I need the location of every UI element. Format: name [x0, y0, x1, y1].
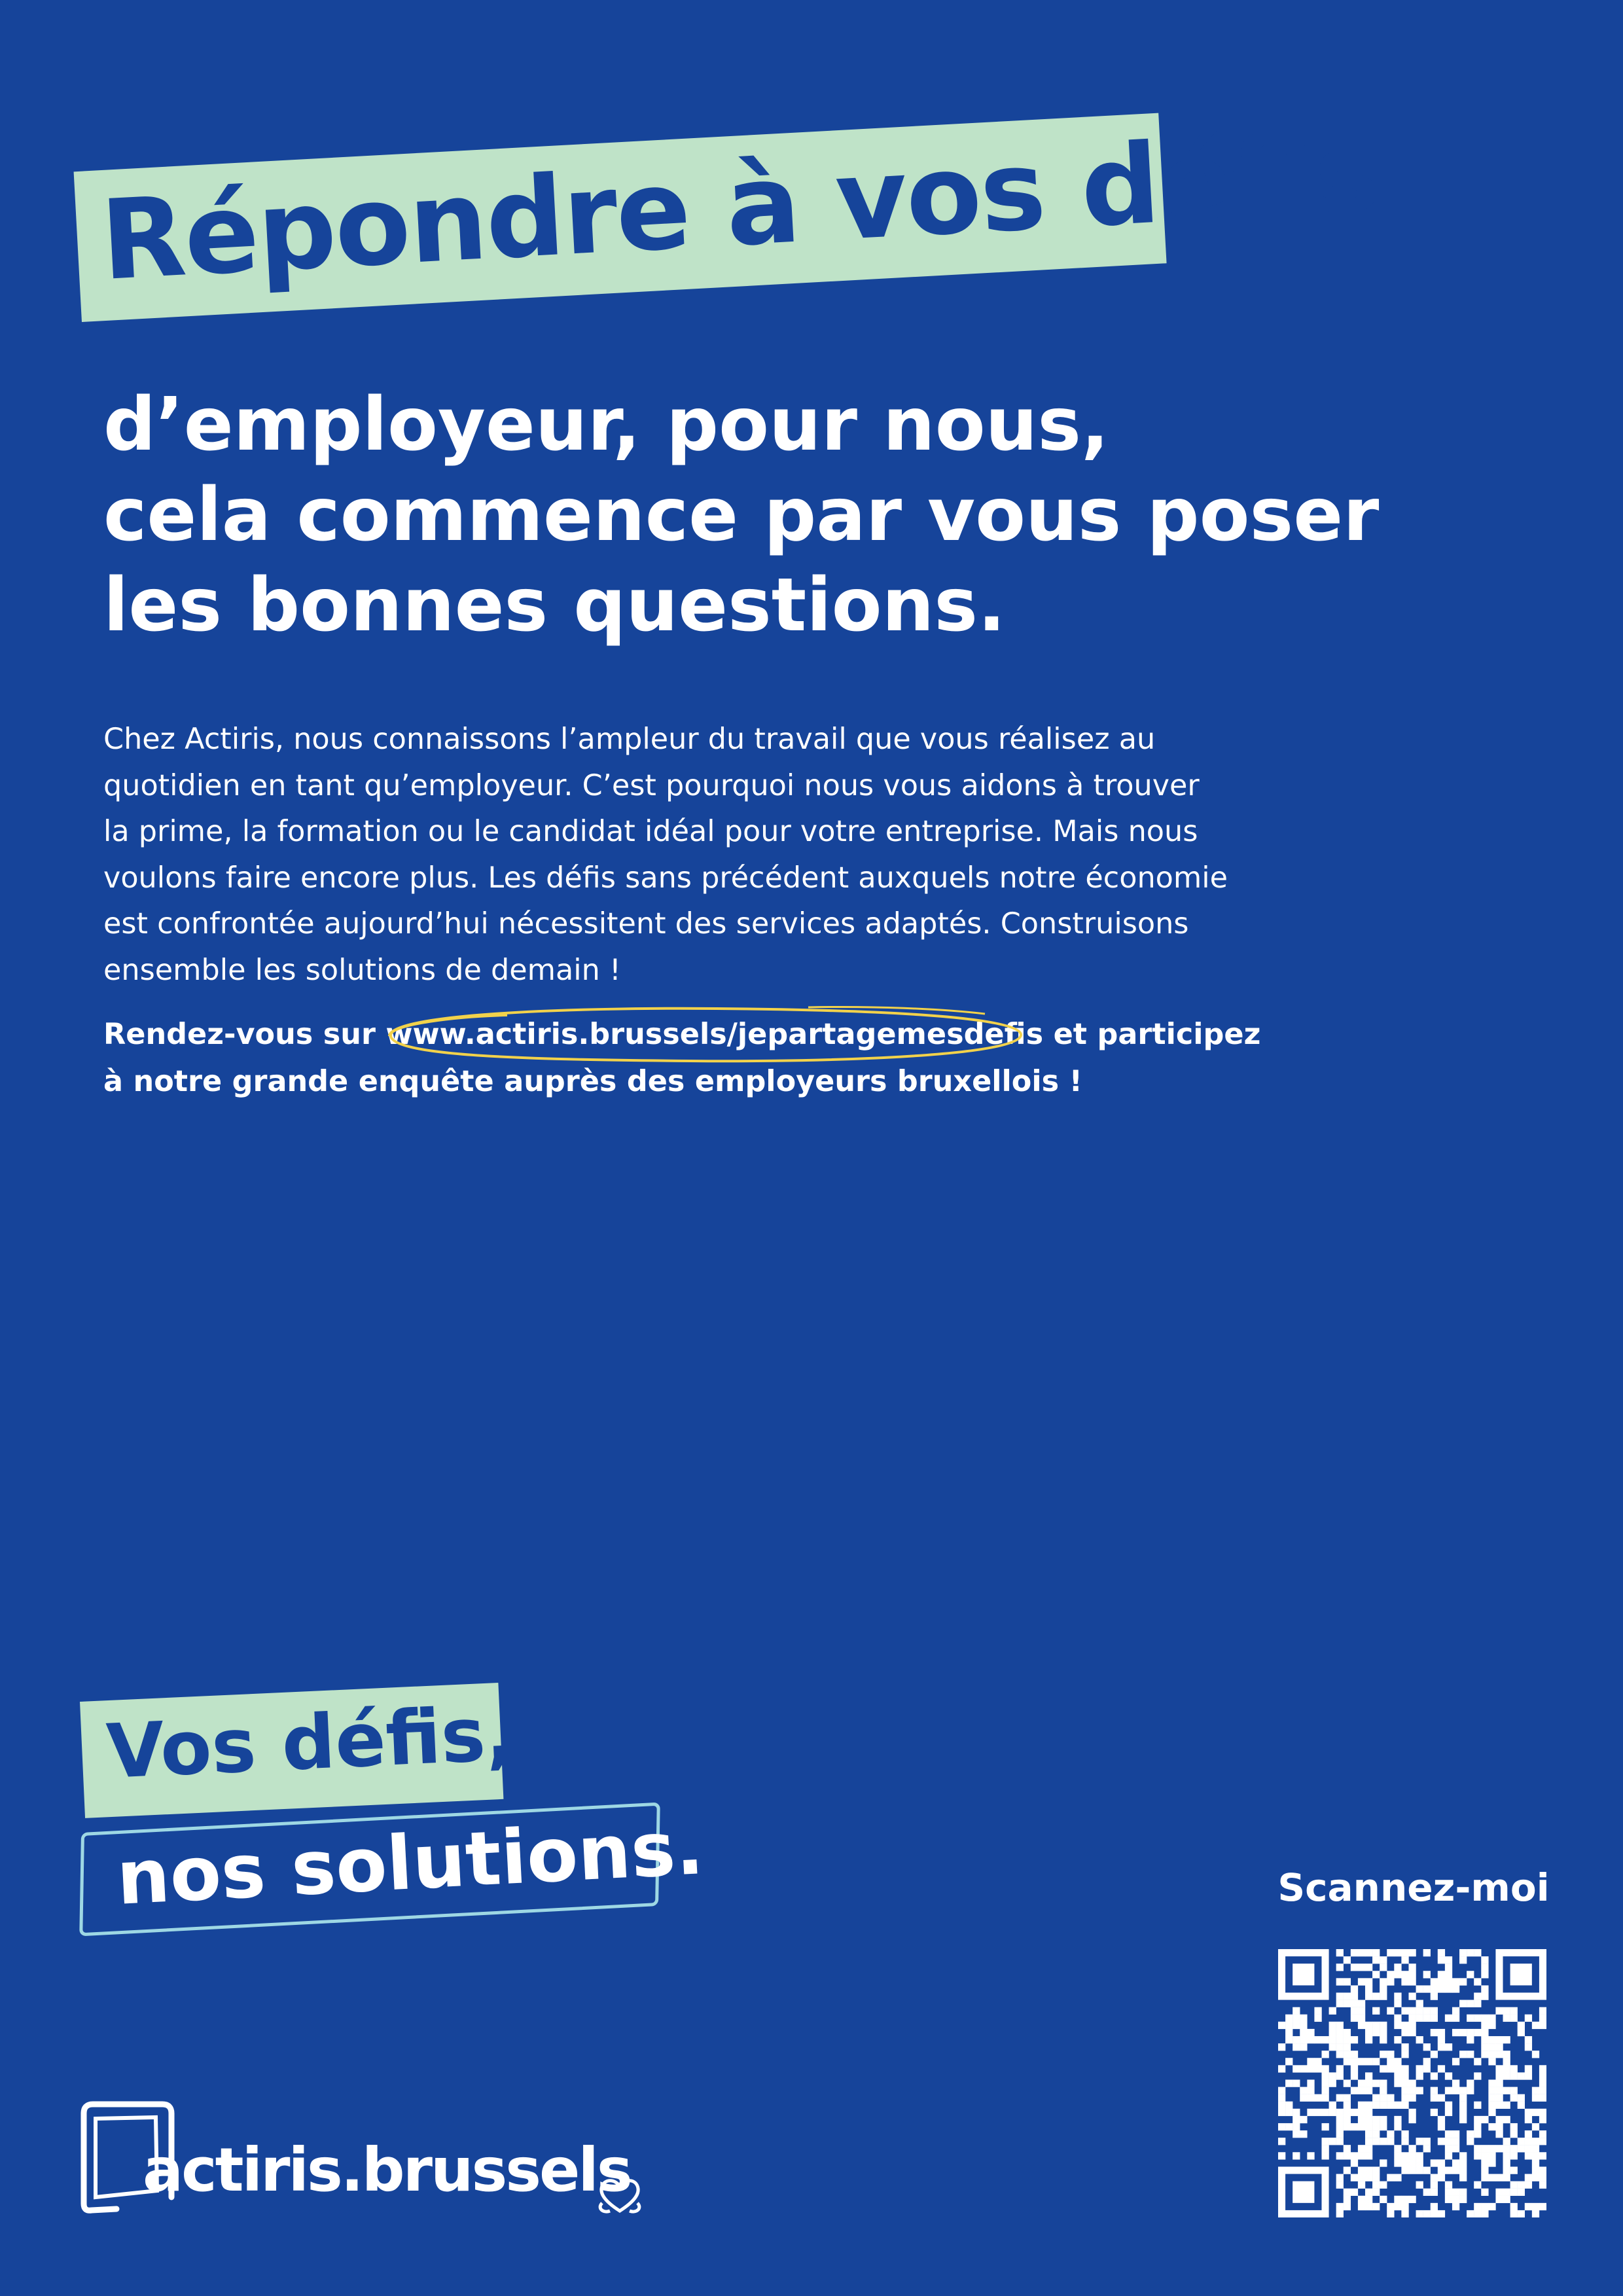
headline-banner-text: Répondre à vos défis [98, 107, 1382, 305]
call-to-action [103, 1011, 1347, 1105]
cta-line2: à notre grande enquête auprès des employeurs bruxellois ! [103, 1065, 1082, 1098]
slogan-line2: nos solutions. [115, 1804, 706, 1922]
cta-url-link[interactable] [385, 1011, 1043, 1058]
body-line: voulons faire encore plus. Les défis sans précédent auxquels notre économie [103, 861, 1228, 895]
headline-line: cela commence par vous poser [103, 473, 1380, 558]
cta-prefix: Rendez-vous sur [103, 1018, 386, 1051]
body-line: est confrontée aujourd’hui nécessitent des services adaptés. Construisons [103, 907, 1189, 941]
qr-code-icon[interactable] [1278, 1949, 1546, 2217]
body-line: quotidien en tant qu’employeur. C’est pourquoi nous vous aidons à trouver [103, 768, 1200, 802]
cta-url[interactable]: www.actiris.brussels/jepartagemesdefis [385, 1018, 1044, 1051]
headline-line: les bonnes questions. [103, 563, 1006, 648]
actiris-logo-text: actiris.brussels [143, 2135, 631, 2205]
cta-suffix: et participez [1043, 1018, 1261, 1051]
qr-label: Scannez-moi [1277, 1865, 1550, 1910]
body-paragraph [103, 717, 1347, 994]
headline-line: d’employeur, pour nous, [103, 382, 1109, 467]
slogan-line1: Vos défis, [105, 1689, 516, 1795]
body-line: la prime, la formation ou le candidat idéal pour votre entreprise. Mais nous [103, 815, 1198, 848]
body-line: ensemble les solutions de demain ! [103, 953, 621, 987]
heart-icon [597, 2174, 643, 2215]
body-line: Chez Actiris, nous connaissons l’ampleur du travail que vous réalisez au [103, 723, 1156, 756]
headline-subtitle [103, 380, 1478, 651]
